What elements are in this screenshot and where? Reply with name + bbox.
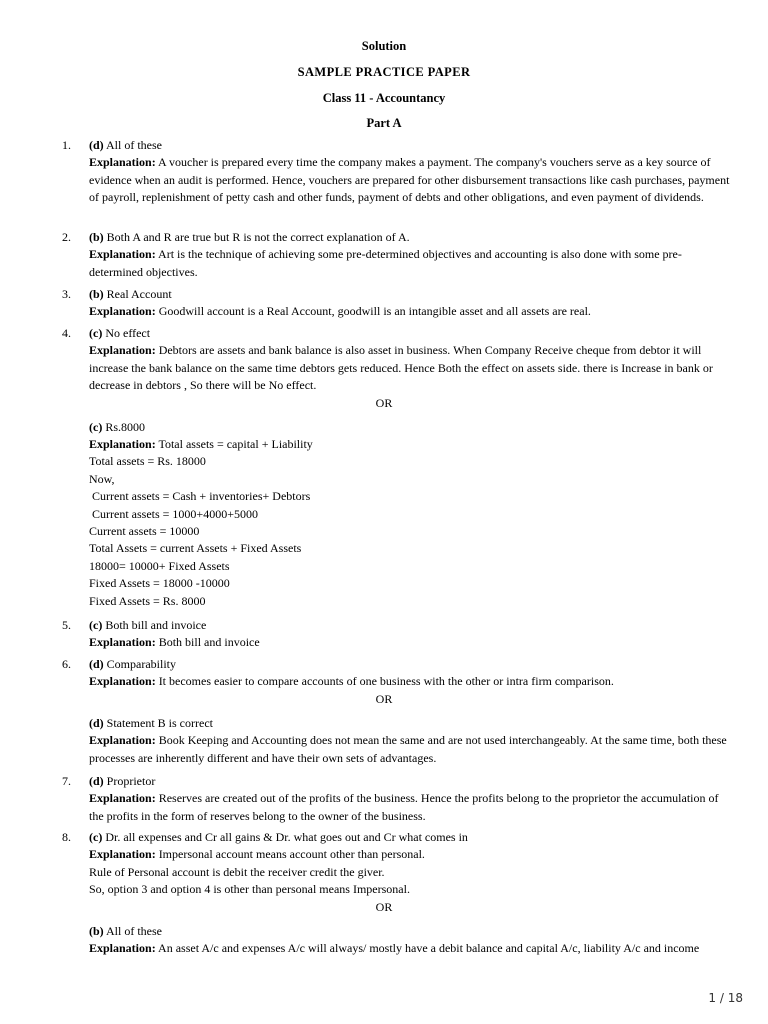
explanation-text: A voucher is prepared every time the company makes a payment. The company's vouchers serve as a key source of evidence when an audit is performed. Hence, vouchers are prepared for other disbursement transactions like cash purchases, payment of payroll, replenishment of petty cash and other funds, payment of debts and other obligations, and even payment of dividends. bbox=[89, 155, 730, 205]
alt-answer-line bbox=[89, 419, 734, 436]
answer-line bbox=[89, 229, 734, 246]
explanation-text: Reserves are created out of the profits of the business. Hence the profits belong to the proprietor the accumulation of the profits in the form of reserves belong to the owner of the business. bbox=[89, 791, 719, 823]
class-subtitle: Class 11 - Accountancy bbox=[322, 91, 446, 105]
explanation bbox=[89, 673, 734, 690]
question-number: 7. bbox=[62, 774, 71, 788]
question-number: 6. bbox=[62, 657, 71, 671]
alt-answer-text: Rs.8000 bbox=[105, 419, 146, 434]
explanation bbox=[89, 303, 734, 320]
explanation-label: Explanation: bbox=[89, 733, 156, 748]
alt-explanation bbox=[89, 940, 734, 957]
or-separator: OR bbox=[375, 691, 393, 706]
answer-text: Dr. all expenses and Cr all gains & Dr. what goes out and Cr what comes in bbox=[105, 830, 468, 844]
explanation-text: Debtors are assets and bank balance is also asset in business. When Company Receive cheque from debtor it will increase the bank balance on the same time debtors gets reduced. Hence Both the effect on assets side. there is Increase in bank or decrease in debtors , So there will be No effect. bbox=[89, 343, 713, 393]
explanation-label: Explanation: bbox=[89, 847, 156, 862]
answer-option: (d) bbox=[89, 774, 104, 788]
answer-option: (d) bbox=[89, 657, 104, 671]
answer-text: Real Account bbox=[106, 287, 172, 301]
or-separator: OR bbox=[375, 395, 393, 410]
alt-answer-text: All of these bbox=[106, 923, 163, 938]
explanation-text: An asset A/c and expenses A/c will always/ mostly have a debit balance and capital A/c, liability A/c and income bbox=[158, 941, 700, 956]
answer-line bbox=[89, 773, 734, 790]
explanation-label: Explanation: bbox=[89, 304, 156, 319]
working-line: Total assets = Rs. 18000 bbox=[89, 454, 206, 469]
working-line: 18000= 10000+ Fixed Assets bbox=[89, 558, 230, 573]
alt-explanation bbox=[89, 732, 734, 767]
explanation bbox=[89, 154, 734, 206]
explanation-line: So, option 3 and option 4 is other than personal means Impersonal. bbox=[89, 882, 410, 897]
part-heading: Part A bbox=[366, 116, 402, 130]
answer-option: (d) bbox=[89, 138, 104, 152]
paper-title: SAMPLE PRACTICE PAPER bbox=[297, 65, 471, 79]
answer-option: (c) bbox=[89, 830, 103, 844]
question-number: 5. bbox=[62, 618, 71, 632]
answer-option: (c) bbox=[89, 326, 103, 340]
explanation-text: Total assets = capital + Liability bbox=[158, 437, 313, 452]
answer-option: (b) bbox=[89, 230, 104, 244]
answer-option: (c) bbox=[89, 618, 103, 632]
explanation-label: Explanation: bbox=[89, 635, 156, 650]
explanation-label: Explanation: bbox=[89, 247, 156, 262]
working-line: Total Assets = current Assets + Fixed Assets bbox=[89, 541, 302, 556]
question-number: 4. bbox=[62, 326, 71, 340]
explanation-label: Explanation: bbox=[89, 437, 156, 452]
explanation bbox=[89, 342, 734, 394]
answer-text: Both bill and invoice bbox=[105, 618, 207, 632]
alt-answer-text: Statement B is correct bbox=[106, 715, 213, 730]
explanation-label: Explanation: bbox=[89, 674, 156, 689]
answer-text: Proprietor bbox=[106, 774, 156, 788]
explanation-line: Rule of Personal account is debit the receiver credit the giver. bbox=[89, 864, 385, 879]
alt-answer-option: (b) bbox=[89, 923, 104, 938]
alt-answer-option: (d) bbox=[89, 715, 104, 730]
explanation bbox=[89, 790, 734, 825]
explanation bbox=[89, 634, 734, 651]
answer-line bbox=[89, 656, 734, 673]
working-line: Current assets = 1000+4000+5000 bbox=[89, 506, 258, 521]
explanation bbox=[89, 846, 734, 863]
alt-explanation bbox=[89, 436, 734, 453]
alt-answer-line bbox=[89, 923, 734, 940]
working-line: Fixed Assets = Rs. 8000 bbox=[89, 593, 206, 608]
answer-line bbox=[89, 137, 734, 154]
solution-heading: Solution bbox=[361, 39, 407, 53]
explanation-text: Both bill and invoice bbox=[158, 635, 260, 650]
answer-text: No effect bbox=[105, 326, 151, 340]
working-line: Now, bbox=[89, 471, 115, 486]
page-indicator: 1 / 18 bbox=[708, 991, 743, 1005]
or-separator: OR bbox=[375, 899, 393, 914]
alt-answer-option: (c) bbox=[89, 419, 103, 434]
explanation bbox=[89, 246, 734, 281]
answer-line bbox=[89, 325, 734, 342]
answer-line bbox=[89, 617, 734, 634]
question-number: 8. bbox=[62, 830, 71, 844]
working-line: Current assets = 10000 bbox=[89, 524, 200, 539]
explanation-label: Explanation: bbox=[89, 155, 156, 170]
explanation-label: Explanation: bbox=[89, 941, 156, 956]
question-number: 1. bbox=[62, 138, 71, 152]
explanation-label: Explanation: bbox=[89, 791, 156, 806]
answer-line bbox=[89, 286, 734, 303]
answer-text: Both A and R are true but R is not the correct explanation of A. bbox=[106, 230, 410, 244]
answer-line bbox=[89, 829, 734, 846]
answer-text: All of these bbox=[106, 138, 163, 152]
explanation-text: Goodwill account is a Real Account, goodwill is an intangible asset and all assets are real. bbox=[158, 304, 591, 319]
explanation-text: Art is the technique of achieving some pre-determined objectives and accounting is also done with some pre-determined objectives. bbox=[89, 247, 682, 279]
question-number: 3. bbox=[62, 287, 71, 301]
working-line: Current assets = Cash + inventories+ Debtors bbox=[89, 489, 311, 504]
explanation-text: Book Keeping and Accounting does not mean the same and are not used interchangeably. At the same time, both these processes are inherently different and have their own sets of advantages. bbox=[89, 733, 727, 765]
answer-option: (b) bbox=[89, 287, 104, 301]
working-line: Fixed Assets = 18000 -10000 bbox=[89, 576, 230, 591]
alt-answer-line bbox=[89, 715, 734, 732]
question-number: 2. bbox=[62, 230, 71, 244]
explanation-label: Explanation: bbox=[89, 343, 156, 358]
explanation-text: Impersonal account means account other than personal. bbox=[158, 847, 425, 862]
explanation-text: It becomes easier to compare accounts of one business with the other or intra firm comparison. bbox=[158, 674, 614, 689]
answer-text: Comparability bbox=[106, 657, 176, 671]
